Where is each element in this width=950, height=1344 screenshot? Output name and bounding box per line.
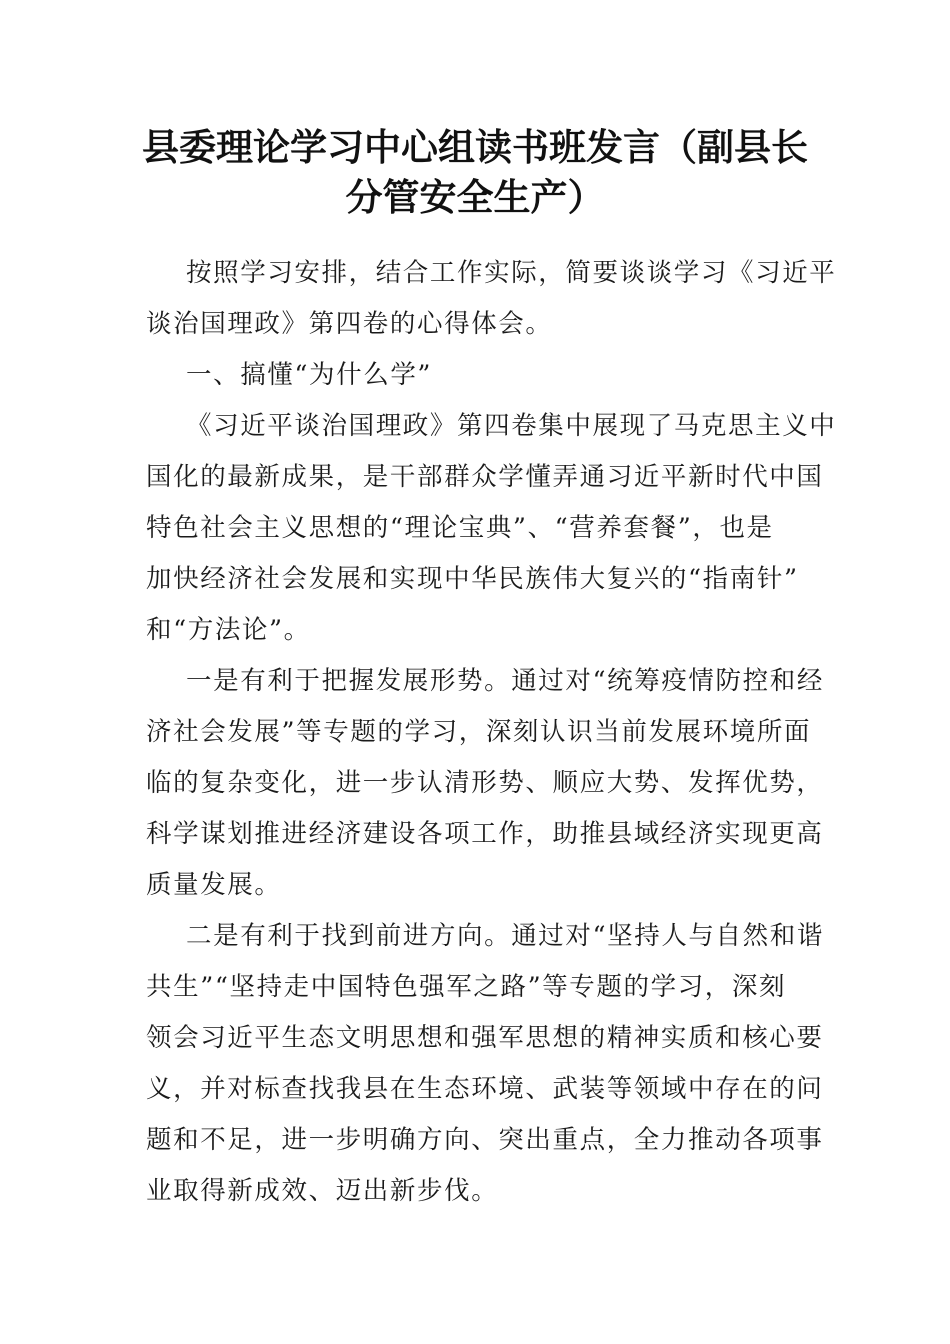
paragraph-2-line-3: 临的复杂变化，进一步认清形势、顺应大势、发挥优势， (146, 768, 824, 798)
paragraph-2-line-4: 科学谋划推进经济建设各项工作，助推县域经济实现更高 (146, 819, 824, 849)
paragraph-1-line-2: 国化的最新成果，是干部群众学懂弄通习近平新时代中国 (146, 462, 824, 492)
paragraph-2-line-2: 济社会发展”等专题的学习，深刻认识当前发展环境所面 (146, 717, 812, 747)
section-heading-1: 一、搞懂“为什么学” (186, 360, 433, 390)
paragraph-3-line-1: 二是有利于找到前进方向。通过对“坚持人与自然和谐 (186, 921, 824, 951)
paragraph-1-line-5: 和“方法论”。 (146, 615, 311, 645)
document-title-line-2: 分管安全生产） (345, 175, 605, 219)
paragraph-intro-line-2: 谈治国理政》第四卷的心得体会。 (146, 309, 553, 339)
paragraph-3-line-5: 题和不足，进一步明确方向、突出重点，全力推动各项事 (146, 1125, 824, 1155)
document-title-line-1: 县委理论学习中心组读书班发言（副县长 (142, 125, 808, 169)
paragraph-1-line-4: 加快经济社会发展和实现中华民族伟大复兴的“指南针” (146, 564, 799, 594)
paragraph-3-line-6: 业取得新成效、迈出新步伐。 (146, 1176, 499, 1206)
paragraph-3-line-3: 领会习近平生态文明思想和强军思想的精神实质和核心要 (146, 1023, 824, 1053)
paragraph-2-line-5: 质量发展。 (146, 870, 282, 900)
paragraph-1-line-3: 特色社会主义思想的“理论宝典”、“营养套餐”，也是 (146, 513, 774, 543)
paragraph-intro-line-1: 按照学习安排，结合工作实际，简要谈谈学习《习近平 (186, 258, 837, 288)
paragraph-1-line-1: 《习近平谈治国理政》第四卷集中展现了马克思主义中 (186, 411, 837, 441)
paragraph-2-line-1: 一是有利于把握发展形势。通过对“统筹疫情防控和经 (186, 666, 824, 696)
paragraph-3-line-2: 共生”“坚持走中国特色强军之路”等专题的学习，深刻 (146, 972, 787, 1002)
paragraph-3-line-4: 义，并对标查找我县在生态环境、武装等领域中存在的问 (146, 1074, 824, 1104)
